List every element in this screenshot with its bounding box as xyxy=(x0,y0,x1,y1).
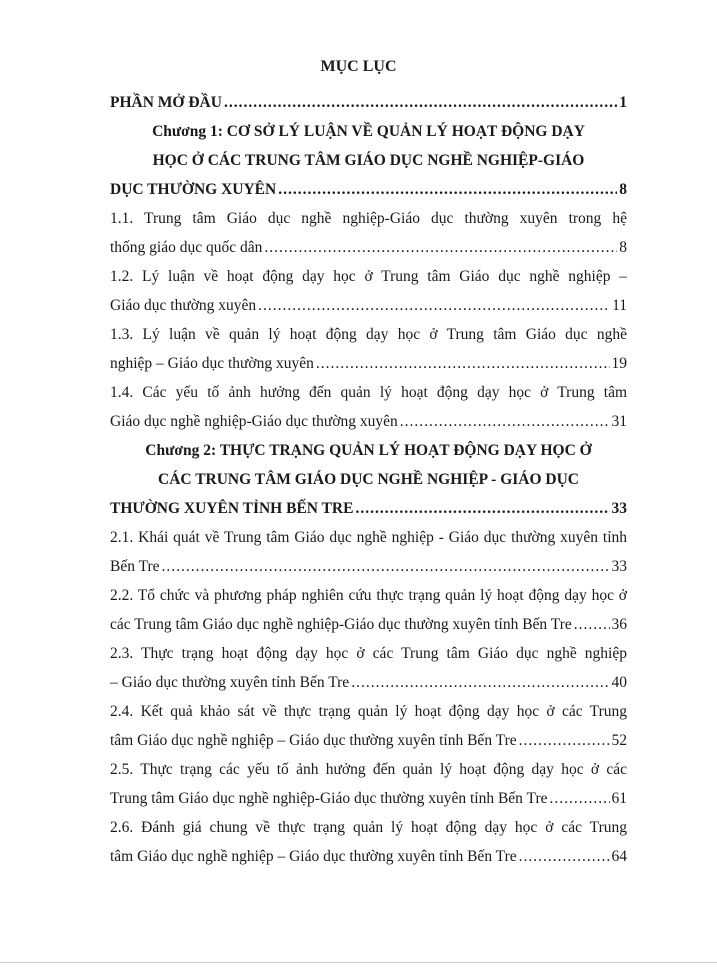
toc-entry-final-line xyxy=(110,291,627,320)
dot-leader xyxy=(519,842,610,871)
toc-entry-line: 2.5. Thực trạng các yếu tố ảnh hưởng đến quản lý hoạt động dạy học ở các xyxy=(110,761,627,778)
toc-section-entry[interactable] xyxy=(110,755,627,813)
dot-leader xyxy=(519,726,610,755)
page-title: MỤC LỤC xyxy=(320,58,397,75)
toc-page-number: 11 xyxy=(612,297,627,314)
toc-entry-line: 2.4. Kết quả khảo sát về thực trạng quản lý hoạt động dạy học ở các Trung xyxy=(110,703,627,720)
toc-entry-text: tâm Giáo dục nghề nghiệp – Giáo dục thường xuyên tỉnh Bến Tre xyxy=(110,732,517,749)
toc-section-entry[interactable] xyxy=(110,262,627,320)
toc-entry-line: 2.3. Thực trạng hoạt động dạy học ở các Trung tâm Giáo dục nghề nghiệp xyxy=(110,645,627,662)
toc-entry-line: CÁC TRUNG TÂM GIÁO DỤC NGHỀ NGHIỆP - GIÁO DỤC xyxy=(158,471,579,488)
toc-section-entry[interactable] xyxy=(110,813,627,871)
toc-entry-text: tâm Giáo dục nghề nghiệp – Giáo dục thường xuyên tỉnh Bến Tre xyxy=(110,848,517,865)
toc-entry-line: 2.2. Tổ chức và phương pháp nghiên cứu thực trạng quản lý hoạt động dạy học ở xyxy=(110,587,627,604)
dot-leader xyxy=(351,668,609,697)
toc-entry-final-line xyxy=(110,610,627,639)
toc-entry-final-line xyxy=(110,175,627,204)
toc-entry-text: thống giáo dục quốc dân xyxy=(110,239,263,256)
dot-leader xyxy=(264,233,617,262)
toc-section-entry[interactable] xyxy=(110,204,627,262)
toc-section-entry[interactable] xyxy=(110,320,627,378)
toc-page-number: 8 xyxy=(619,181,627,198)
page-bottom-divider xyxy=(0,962,717,963)
toc-page-number: 33 xyxy=(611,500,627,517)
toc-page-number: 19 xyxy=(611,355,627,372)
toc-entry-final-line xyxy=(110,88,627,117)
dot-leader xyxy=(574,610,610,639)
toc-entry-final-line xyxy=(110,349,627,378)
table-of-contents xyxy=(110,88,627,871)
toc-entry-text: – Giáo dục thường xuyên tỉnh Bến Tre xyxy=(110,674,350,691)
toc-page-number: 36 xyxy=(611,616,627,633)
toc-page-number: 1 xyxy=(619,94,627,111)
toc-entry-final-line xyxy=(110,668,627,697)
toc-entry-text: Giáo dục nghề nghiệp-Giáo dục thường xuyên xyxy=(110,413,398,430)
toc-entry-text: Bến Tre xyxy=(110,558,160,575)
dot-leader xyxy=(316,349,610,378)
toc-page-number: 64 xyxy=(611,848,627,865)
toc-entry-line: Chương 2: THỰC TRẠNG QUẢN LÝ HOẠT ĐỘNG DẠY HỌC Ở xyxy=(145,442,592,459)
toc-entry-final-line xyxy=(110,842,627,871)
dot-leader xyxy=(258,291,610,320)
dot-leader xyxy=(278,175,617,204)
toc-page-number: 40 xyxy=(611,674,627,691)
toc-entry-text: DỤC THƯỜNG XUYÊN xyxy=(110,181,277,198)
toc-section-entry[interactable] xyxy=(110,523,627,581)
toc-entry-final-line xyxy=(110,784,627,813)
dot-leader xyxy=(400,407,610,436)
toc-entry-text: THƯỜNG XUYÊN TỈNH BẾN TRE xyxy=(110,500,354,517)
toc-page-number: 8 xyxy=(619,239,627,256)
toc-section-entry[interactable] xyxy=(110,639,627,697)
toc-page-number: 61 xyxy=(611,790,627,807)
dot-leader xyxy=(162,552,610,581)
toc-entry-final-line xyxy=(110,726,627,755)
toc-entry-final-line xyxy=(110,552,627,581)
dot-leader xyxy=(550,784,610,813)
toc-entry-text: Trung tâm Giáo dục nghề nghiệp-Giáo dục thường xuyên tỉnh Bến Tre xyxy=(110,790,548,807)
toc-entry-text: PHẦN MỞ ĐẦU xyxy=(110,94,222,111)
toc-entry-line: 2.6. Đánh giá chung về thực trạng quản lý hoạt động dạy học ở các Trung xyxy=(110,819,627,836)
toc-section-entry[interactable] xyxy=(110,378,627,436)
toc-entry-line: 1.3. Lý luận về quản lý hoạt động dạy học ở Trung tâm Giáo dục nghề xyxy=(110,326,627,343)
toc-chapter-entry[interactable] xyxy=(110,436,627,523)
toc-chapter-entry[interactable] xyxy=(110,88,627,117)
toc-entry-text: Giáo dục thường xuyên xyxy=(110,297,257,314)
toc-entry-final-line xyxy=(110,233,627,262)
toc-entry-line: 2.1. Khái quát về Trung tâm Giáo dục nghề nghiệp - Giáo dục thường xuyên tỉnh xyxy=(110,529,627,546)
toc-section-entry[interactable] xyxy=(110,581,627,639)
toc-entry-text: các Trung tâm Giáo dục nghề nghiệp-Giáo dục thường xuyên tỉnh Bến Tre xyxy=(110,616,572,633)
toc-page-number: 31 xyxy=(611,413,627,430)
toc-entry-final-line xyxy=(110,407,627,436)
toc-entry-line: 1.2. Lý luận về hoạt động dạy học ở Trung tâm Giáo dục nghề nghiệp – xyxy=(110,268,627,285)
toc-page-number: 52 xyxy=(611,732,627,749)
toc-entry-line: 1.1. Trung tâm Giáo dục nghề nghiệp-Giáo dục thường xuyên trong hệ xyxy=(110,210,627,227)
dot-leader xyxy=(224,88,617,117)
toc-section-entry[interactable] xyxy=(110,697,627,755)
toc-page-number: 33 xyxy=(611,558,627,575)
toc-entry-text: nghiệp – Giáo dục thường xuyên xyxy=(110,355,314,372)
toc-entry-line: 1.4. Các yếu tố ảnh hưởng đến quản lý hoạt động dạy học ở Trung tâm xyxy=(110,384,627,401)
toc-entry-line: HỌC Ở CÁC TRUNG TÂM GIÁO DỤC NGHỀ NGHIỆP-GIÁO xyxy=(152,152,585,169)
toc-entry-final-line xyxy=(110,494,627,523)
toc-entry-line: Chương 1: CƠ SỞ LÝ LUẬN VỀ QUẢN LÝ HOẠT ĐỘNG DẠY xyxy=(152,123,585,140)
dot-leader xyxy=(355,494,609,523)
toc-chapter-entry[interactable] xyxy=(110,117,627,204)
